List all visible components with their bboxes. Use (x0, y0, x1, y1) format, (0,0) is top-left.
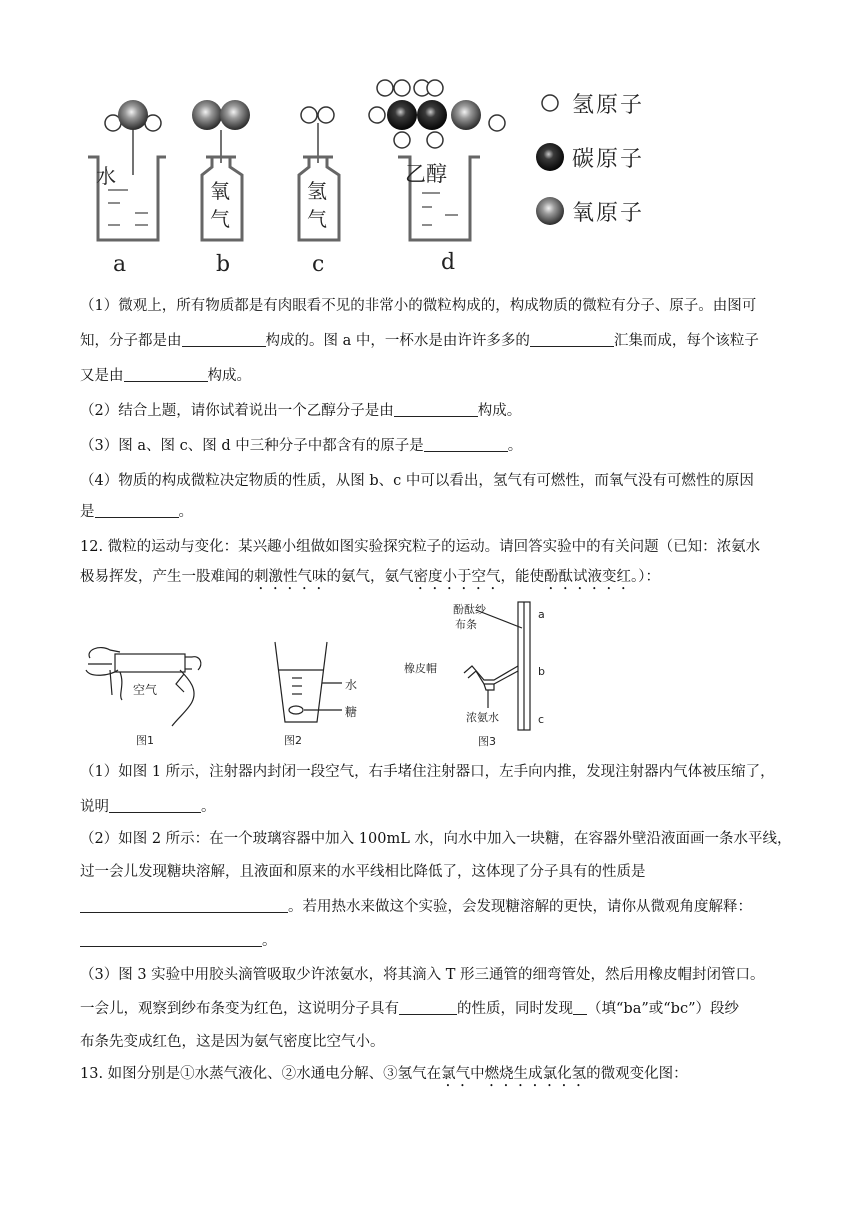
fig3-label-b: b (538, 665, 545, 678)
q12-part3-line3: 布条先变成红色，这是因为氨气密度比空气小。 (80, 1034, 385, 1050)
bottle-b-label-2: 气 (210, 207, 230, 231)
fig3-label-c: c (538, 713, 545, 726)
q11-part3 (80, 436, 800, 456)
q13-text: 13. 如图分别是①水蒸气液化、②水通电分解、③氢气在 (80, 1066, 442, 1082)
q13-text: 的微观变化图： (586, 1066, 688, 1082)
fig2-sugar-label: 糖 (345, 705, 358, 719)
q11-text: 汇集而成，每个该粒子 (613, 333, 759, 349)
q12-text: 。 (201, 799, 216, 815)
answer-blank[interactable] (530, 332, 614, 347)
panel-label-d: d (441, 250, 456, 275)
q11-text: 构成。 (477, 403, 522, 419)
fig1-caption: 图1 (136, 734, 154, 747)
fig3-label-a: a (538, 608, 545, 621)
fig3-cloth-label-2: 布条 (455, 618, 477, 631)
q12-text: 的性质，同时发现 (457, 1001, 573, 1017)
fig3-cloth-label-1: 酚酞纱 (453, 603, 486, 616)
fig3-caption: 图3 (478, 735, 496, 748)
syringe-air-label: 空气 (133, 683, 158, 697)
answer-blank[interactable] (109, 798, 201, 813)
q11-part4-line2 (80, 502, 800, 522)
q12-text: 极易挥发，产生一股难闻的 (80, 569, 254, 585)
q11-text: 。 (507, 438, 523, 454)
q11-part2 (80, 401, 800, 421)
q11-text: 构成的。图 a 中，一杯水是由许许多多的 (265, 333, 530, 349)
answer-blank[interactable] (95, 503, 179, 518)
answer-blank[interactable] (80, 932, 262, 947)
fig2-water-label: 水 (345, 678, 358, 692)
q12-part3-line1: （3）图 3 实验中用胶头滴管吸取少许浓氨水，将其滴入 T 形三通管的细弯管处，然后用橡皮帽封闭管口。 (80, 967, 765, 983)
answer-blank[interactable] (573, 1000, 587, 1015)
answer-blank[interactable] (124, 367, 208, 382)
emphasis-text: 酚酞试液变红 (544, 569, 631, 585)
oxygen-molecule (192, 100, 250, 163)
fig3-rubber-cap-label: 橡皮帽 (404, 662, 437, 675)
q13-text: 中 (470, 1066, 485, 1082)
q13-intro (80, 1064, 800, 1090)
q11-text: 。 (178, 504, 193, 520)
q12-intro-line1: 12. 微粒的运动与变化：某兴趣小组做如图实验探究粒子的运动。请回答实验中的有关问题（已知：浓氨水 (80, 539, 761, 555)
q12-part2-line4 (80, 931, 800, 951)
carbon-legend-icon (536, 143, 564, 171)
q12-part2-line3 (80, 897, 800, 917)
q11-part4-line1: （4）物质的构成微粒决定物质的性质，从图 b、c 中可以看出，氢气有可燃性，而氧气没有可燃性的原因 (80, 473, 754, 489)
oxygen-legend-icon (536, 197, 564, 225)
hydrogen-molecule (301, 107, 334, 163)
q12-text: 的氨气，氨气 (326, 569, 414, 585)
q12-part3-line2 (80, 999, 800, 1019)
q12-intro-line2 (80, 567, 800, 593)
emphasis-text: 氯气 (441, 1066, 471, 1082)
emphasis-text: 刺激性气味 (254, 569, 327, 585)
q11-text: （3）图 a、图 c、图 d 中三种分子中都含有的原子是 (80, 438, 424, 454)
beaker-d-label: 乙醇 (405, 162, 447, 186)
q12-text: （填“ba”或“bc”）段纱 (587, 1001, 739, 1017)
q12-part2-line1: （2）如图 2 所示：在一个玻璃容器中加入 100mL 水，向水中加入一块糖，在容器外壁沿液面画一条水平线， (80, 831, 792, 847)
emphasis-text: 密度小于空气 (413, 569, 501, 585)
bottle-c-label-1: 氢 (307, 179, 327, 203)
panel-label-a: a (113, 252, 127, 277)
q11-text: 是 (80, 504, 95, 520)
answer-blank[interactable] (399, 1000, 457, 1015)
q12-text: 。若用热水来做这个实验，会发现糖溶解的更快，请你从微观角度解释： (288, 899, 752, 915)
panel-label-b: b (216, 252, 231, 277)
q11-part1-line1: （1）微观上，所有物质都是有肉眼看不见的非常小的微粒构成的，构成物质的微粒有分子、原子。由图可 (80, 298, 757, 314)
legend-oxygen: 氧原子 (572, 201, 645, 226)
answer-blank[interactable] (394, 402, 478, 417)
q11-text: （2）结合上题，请你试着说出一个乙醇分子是由 (80, 403, 394, 419)
q11-part1-line3 (80, 366, 800, 386)
answer-blank[interactable] (182, 332, 266, 347)
answer-blank[interactable] (80, 898, 288, 913)
emphasis-text: 燃烧生成氯化氢 (484, 1066, 587, 1082)
bottle-c-label-2: 气 (307, 207, 327, 231)
q12-part1-line2 (80, 797, 800, 817)
hydrogen-legend-icon (542, 95, 558, 111)
q12-text: ，能使 (500, 569, 544, 585)
q12-text: 。）： (631, 569, 660, 585)
q12-text: 说明 (80, 799, 109, 815)
q12-part2-line2: 过一会儿发现糖块溶解，且液面和原来的水平线相比降低了，这体现了分子具有的性质是 (80, 864, 646, 880)
q11-part1-line2 (80, 331, 800, 351)
beaker-a-label: 水 (96, 164, 116, 188)
q11-text: 构成。 (207, 368, 251, 384)
q12-text: 。 (262, 933, 277, 949)
legend-hydrogen: 氢原子 (572, 93, 645, 118)
bottle-b-label-1: 氧 (210, 179, 230, 203)
legend-carbon: 碳原子 (572, 147, 645, 172)
fig3-ammonia-label: 浓氨水 (466, 711, 499, 724)
q11-text: 知，分子都是由 (80, 333, 182, 349)
answer-blank[interactable] (424, 437, 508, 452)
q11-text: 又是由 (80, 368, 124, 384)
fig2-caption: 图2 (284, 734, 302, 747)
ethanol-molecule (369, 80, 505, 148)
q12-part1-line1: （1）如图 1 所示，注射器内封闭一段空气，右手堵住注射器口，左手向内推，发现注射器内气体被压缩了， (80, 764, 775, 780)
q12-text: 一会儿，观察到纱布条变为红色，这说明分子具有 (80, 1001, 399, 1017)
panel-label-c: c (312, 252, 325, 277)
